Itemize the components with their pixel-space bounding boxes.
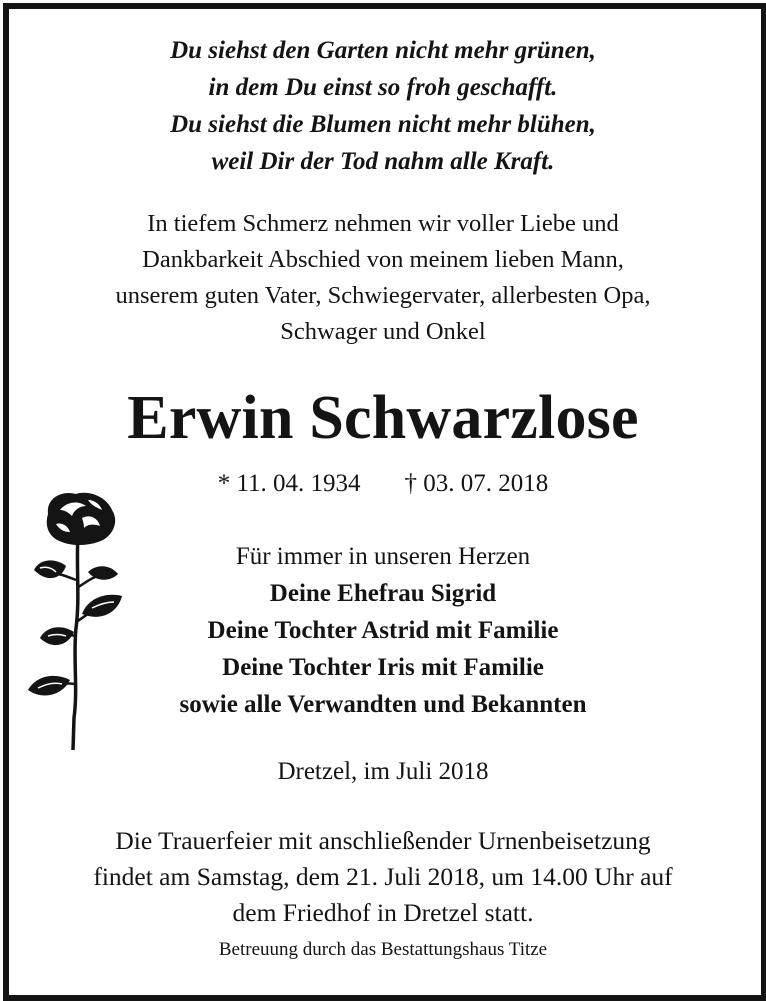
intro-text: [0, 206, 766, 350]
death-date: † 03. 07. 2018: [404, 470, 549, 497]
place-date: Dretzel, im Juli 2018: [277, 758, 489, 785]
intro-line: Dankbarkeit Abschied von meinem lieben Mann,: [142, 246, 624, 273]
family-member: Deine Ehefrau Sigrid: [269, 580, 497, 607]
birth-date: * 11. 04. 1934: [217, 470, 361, 497]
intro-line: In tiefem Schmerz nehmen wir voller Liebe und: [147, 210, 619, 237]
funeral-home: Betreuung durch das Bestattungshaus Titze: [218, 939, 548, 960]
family-block: [0, 538, 766, 723]
family-member: Deine Tochter Astrid mit Familie: [207, 617, 559, 644]
family-member: Deine Tochter Iris mit Familie: [222, 654, 544, 681]
ceremony-line: findet am Samstag, dem 21. Juli 2018, um 14.00 Uhr auf: [93, 862, 673, 891]
ceremony-line: Die Trauerfeier mit anschließender Urnenbeisetzung: [115, 826, 651, 855]
ceremony-line: dem Friedhof in Dretzel statt.: [232, 898, 534, 927]
family-heading: Für immer in unseren Herzen: [235, 543, 531, 570]
poem-line: Du siehst den Garten nicht mehr grünen,: [170, 37, 596, 64]
poem-line: weil Dir der Tod nahm alle Kraft.: [211, 148, 555, 175]
deceased-name: Erwin Schwarzlose: [127, 384, 639, 452]
poem: [0, 32, 766, 180]
family-member: sowie alle Verwandten und Bekannten: [179, 691, 587, 718]
poem-line: Du siehst die Blumen nicht mehr blühen,: [170, 111, 596, 138]
poem-line: in dem Du einst so froh geschafft.: [208, 74, 558, 101]
intro-line: unserem guten Vater, Schwiegervater, allerbesten Opa,: [115, 282, 651, 309]
ceremony-info: [0, 823, 766, 931]
intro-line: Schwager und Onkel: [280, 318, 486, 345]
